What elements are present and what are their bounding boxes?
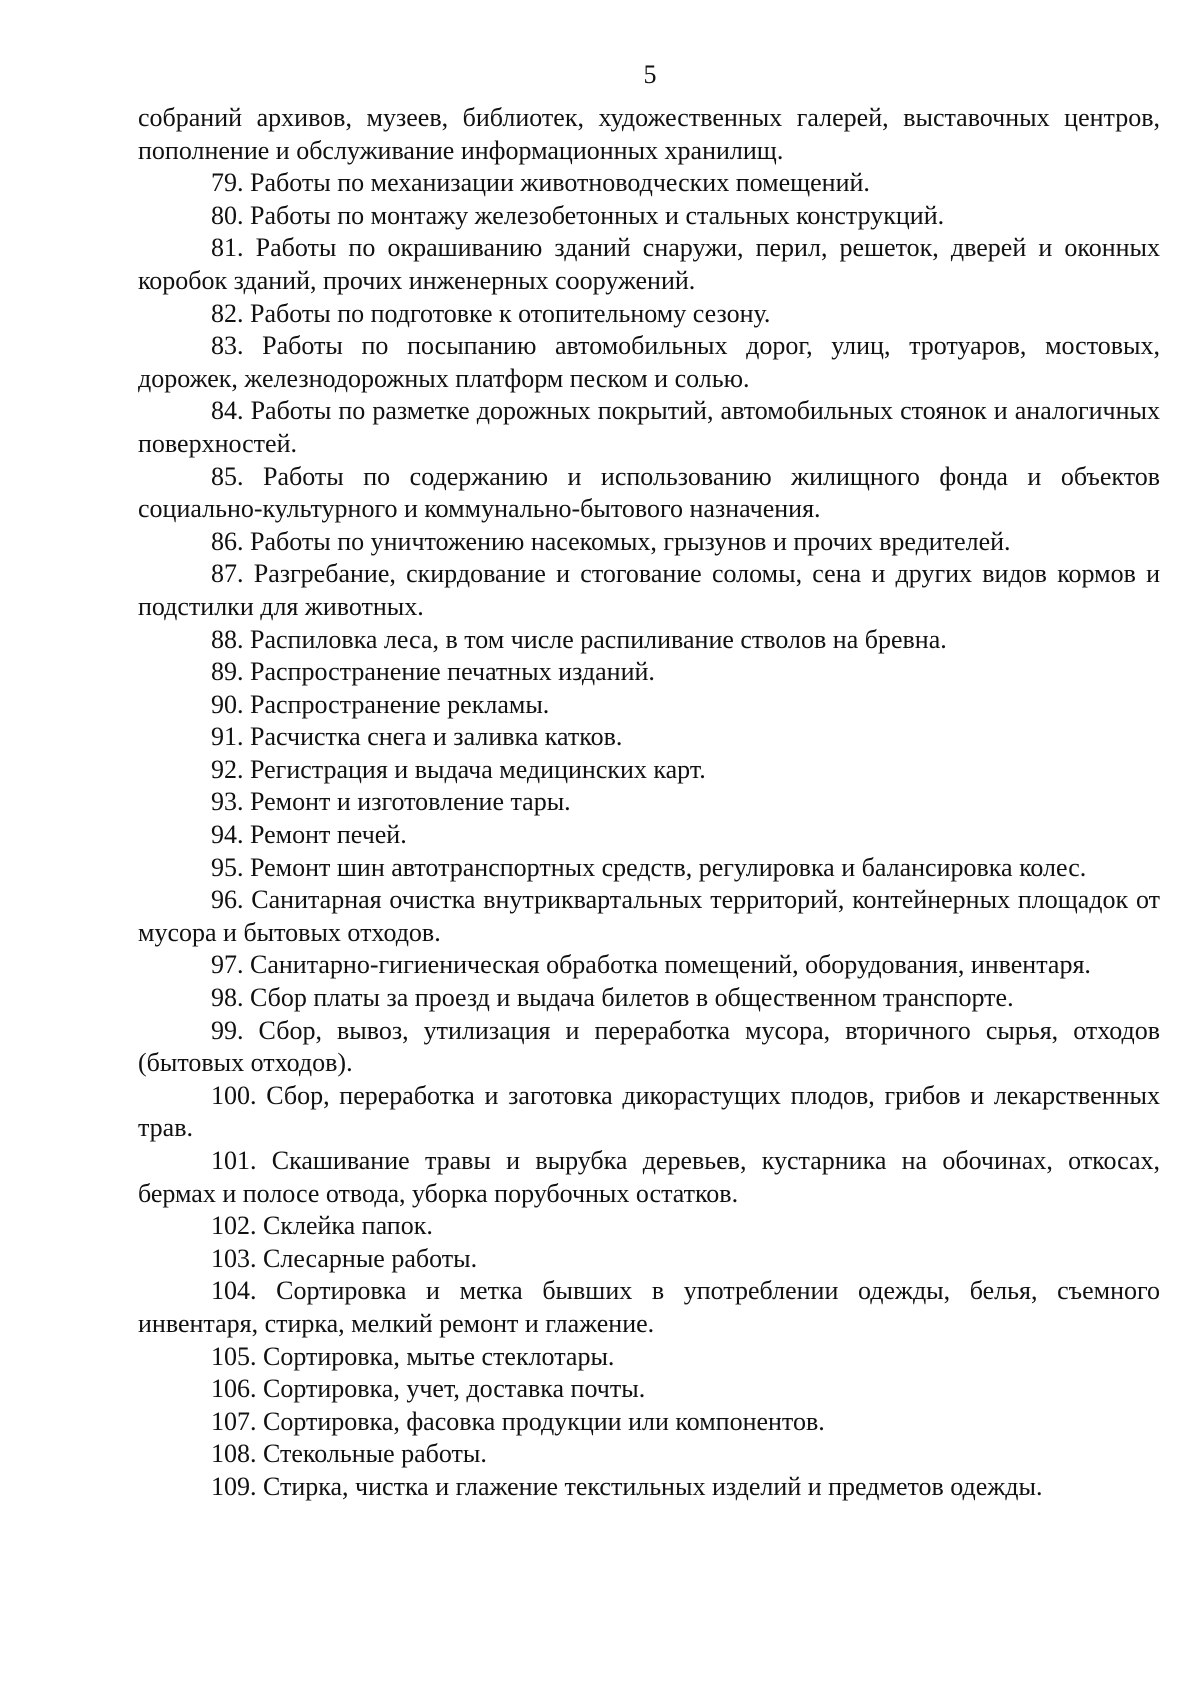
list-item-90: 90. Распространение рекламы.	[211, 689, 550, 719]
list-item-104: 104. Сортировка и метка бывших в употреблении одежды, белья, съемного инвентаря, стирка, мелкий ремонт и глажение.	[138, 1276, 1160, 1338]
list-item-97: 97. Санитарно-гигиеническая обработка помещений, оборудования, инвентаря.	[211, 950, 1091, 980]
list-item-109: 109. Стирка, чистка и глажение текстильных изделий и предметов одежды.	[211, 1471, 1043, 1501]
list-item-87: 87. Разгребание, скирдование и стогование соломы, сена и других видов кормов и подстилки для животных.	[138, 559, 1160, 621]
list-item-106: 106. Сортировка, учет, доставка почты.	[211, 1374, 646, 1404]
list-item-103: 103. Слесарные работы.	[211, 1243, 478, 1273]
list-item-108: 108. Стекольные работы.	[211, 1439, 487, 1469]
list-item-99: 99. Сбор, вывоз, утилизация и переработка мусора, вторичного сырья, отходов (бытовых отходов).	[138, 1015, 1160, 1078]
list-item-79: 79. Работы по механизации животноводческих помещений.	[211, 168, 870, 198]
document-body	[138, 102, 1160, 1504]
list-item-100: 100. Сбор, переработка и заготовка дикорастущих плодов, грибов и лекарственных трав.	[138, 1080, 1160, 1143]
list-item-85: 85. Работы по содержанию и использованию жилищного фонда и объектов социально-культурного и коммунально-бытового назначения.	[138, 461, 1160, 524]
list-item-91: 91. Расчистка снега и заливка катков.	[211, 722, 623, 752]
paragraph-continuation: собраний архивов, музеев, библиотек, художественных галерей, выставочных центров, пополнение и обслуживание информационных хранилищ.	[138, 103, 1160, 165]
list-item-105: 105. Сортировка, мытье стеклотары.	[211, 1341, 615, 1371]
list-item-94: 94. Ремонт печей.	[211, 820, 407, 850]
list-item-88: 88. Распиловка леса, в том числе распиливание стволов на бревна.	[211, 624, 947, 654]
list-item-86: 86. Работы по уничтожению насекомых, грызунов и прочих вредителей.	[211, 526, 1011, 556]
list-item-93: 93. Ремонт и изготовление тары.	[211, 787, 571, 817]
list-item-83: 83. Работы по посыпанию автомобильных дорог, улиц, тротуаров, мостовых, дорожек, железнодорожных платформ песком и солью.	[138, 331, 1160, 393]
list-item-95: 95. Ремонт шин автотранспортных средств, регулировка и балансировка колес.	[211, 852, 1087, 882]
page-number: 5	[643, 60, 657, 89]
list-item-96: 96. Санитарная очистка внутриквартальных территорий, контейнерных площадок от мусора и бытовых отходов.	[138, 885, 1160, 947]
list-item-101: 101. Скашивание травы и вырубка деревьев, кустарника на обочинах, откосах, бермах и полосе отвода, уборка порубочных остатков.	[138, 1146, 1160, 1208]
list-item-98: 98. Сбор платы за проезд и выдача билетов в общественном транспорте.	[211, 983, 1014, 1013]
list-item-80: 80. Работы по монтажу железобетонных и стальных конструкций.	[211, 200, 945, 230]
list-item-82: 82. Работы по подготовке к отопительному сезону.	[211, 298, 771, 328]
list-item-89: 89. Распространение печатных изданий.	[211, 657, 655, 687]
list-item-84: 84. Работы по разметке дорожных покрытий, автомобильных стоянок и аналогичных поверхностей.	[138, 396, 1160, 458]
list-item-107: 107. Сортировка, фасовка продукции или компонентов.	[211, 1406, 825, 1436]
list-item-92: 92. Регистрация и выдача медицинских карт.	[211, 754, 706, 784]
list-item-81: 81. Работы по окрашиванию зданий снаружи, перил, решеток, дверей и оконных коробок зданий, прочих инженерных сооружений.	[138, 233, 1160, 295]
list-item-102: 102. Склейка папок.	[211, 1211, 433, 1241]
